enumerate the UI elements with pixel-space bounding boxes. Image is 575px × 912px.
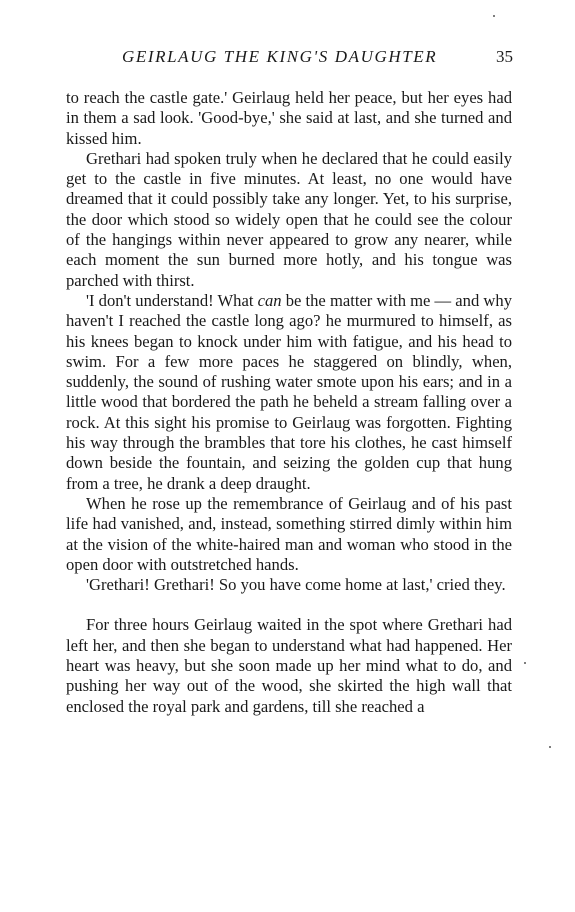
paragraph-5: 'Grethari! Grethari! So you have come home at last,' cried they. bbox=[86, 575, 506, 595]
running-title: GEIRLAUG THE KING'S DAUGHTER bbox=[122, 47, 438, 66]
page-number: 35 bbox=[496, 47, 513, 66]
print-speck bbox=[524, 662, 526, 664]
emphasized-word: can bbox=[257, 290, 282, 310]
section-gap bbox=[66, 595, 512, 615]
print-speck bbox=[549, 746, 551, 748]
paragraph-4: When he rose up the remembrance of Geirlaug and of his past life had vanished, and, instead, something stirred dimly within him at the vision of the white-haired man and woman who stood in the open door with outstretched hands. bbox=[66, 493, 512, 574]
paragraph-3 bbox=[66, 291, 512, 494]
body-text bbox=[66, 88, 512, 717]
paragraph-1: to reach the castle gate.' Geirlaug held her peace, but her eyes had in them a sad look. 'Good-bye,' she said at last, and she turned and kissed him. bbox=[66, 88, 512, 148]
paragraph-6: For three hours Geirlaug waited in the spot where Grethari had left her, and then she began to understand what had happened. Her heart was heavy, but she soon made up her mind what to do, and pushing her way out of the wood, she skirted the high wall that enclosed the royal park and gardens, till she reached a bbox=[66, 615, 512, 716]
print-speck bbox=[493, 15, 495, 17]
paragraph-3-text-after: be the matter with me — and why haven't I reached the castle long ago? he murmured to himself, as his knees began to knock under him with fatigue, and his head to swim. For a few more paces he staggered on blindly, when, suddenly, the sound of rushing water smote upon his ears; and in a little wood that bordered the path he beheld a stream falling over a rock. At this sight his promise to Geirlaug was forgotten. Fighting his way through the brambles that tore his clothes, he cast himself down beside the fountain, and seizing the golden cup that hung from a tree, he drank a deep draught. bbox=[66, 290, 512, 493]
paragraph-2: Grethari had spoken truly when he declared that he could easily get to the castle in five minutes. At least, no one would have dreamed that it could possibly take any longer. Yet, to his surprise, the door which stood so widely open that he could see the colour of the hangings within never appeared to grow any nearer, while each moment the sun burned more hotly, and his tongue was parched with thirst. bbox=[66, 148, 512, 290]
paragraph-3-text-before: 'I don't understand! What bbox=[86, 290, 258, 310]
running-header bbox=[68, 47, 513, 71]
